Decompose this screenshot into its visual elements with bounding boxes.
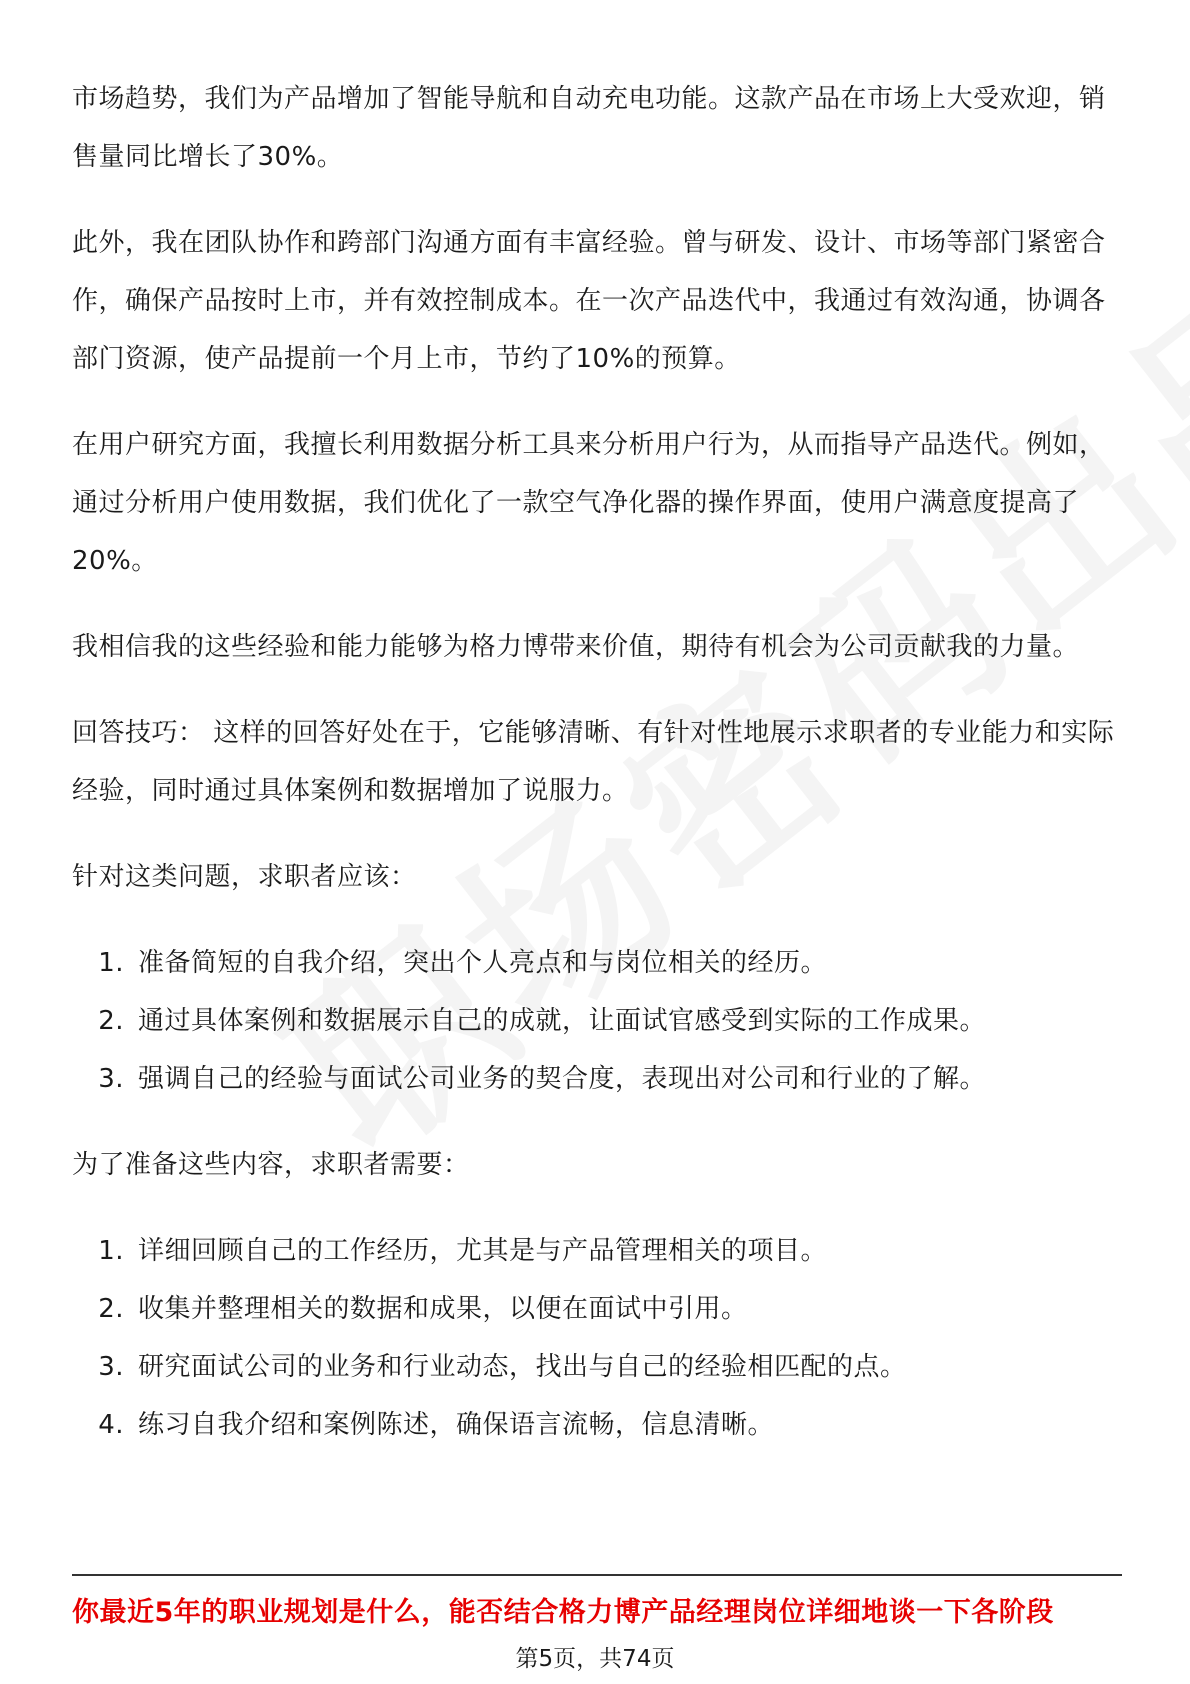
list-item-number: 1. [98, 1236, 124, 1266]
list-item [72, 1280, 1122, 1338]
page-number: 第5页，共74页 [515, 1646, 675, 1672]
list-item [72, 934, 1122, 992]
paragraph-closing: 我相信我的这些经验和能力能够为格力博带来价值，期待有机会为公司贡献我的力量。 [72, 632, 1080, 662]
list-item-number: 2. [98, 1294, 124, 1324]
list-item-text: 练习自我介绍和案例陈述，确保语言流畅，信息清晰。 [138, 1410, 775, 1440]
list-item-text: 研究面试公司的业务和行业动态，找出与自己的经验相匹配的点。 [138, 1352, 907, 1382]
paragraph-user-research: 在用户研究方面，我擅长利用数据分析工具来分析用户行为，从而指导产品迭代。例如，通过分析用户使用数据，我们优化了一款空气净化器的操作界面，使用户满意度提高了20%。 [72, 430, 1106, 576]
paragraph-market-trend: 市场趋势，我们为产品增加了智能导航和自动充电功能。这款产品在市场上大受欢迎，销售量同比增长了30%。 [72, 84, 1106, 172]
list-item-text: 通过具体案例和数据展示自己的成就，让面试官感受到实际的工作成果。 [138, 1006, 987, 1036]
list-item [72, 1222, 1122, 1280]
prepare-list [72, 1222, 1122, 1454]
paragraph-teamwork: 此外，我在团队协作和跨部门沟通方面有丰富经验。曾与研发、设计、市场等部门紧密合作，确保产品按时上市，并有效控制成本。在一次产品迭代中，我通过有效沟通，协调各部门资源，使产品提前一个月上市，节约了10%的预算。 [72, 228, 1106, 374]
next-question-heading: 你最近5年的职业规划是什么，能否结合格力博产品经理岗位详细地谈一下各阶段 [72, 1597, 1054, 1628]
section-heading-should: 针对这类问题，求职者应该： [72, 862, 417, 892]
list-item-text: 强调自己的经验与面试公司业务的契合度，表现出对公司和行业的了解。 [138, 1064, 987, 1094]
list-item [72, 1050, 1122, 1108]
list-item [72, 1338, 1122, 1396]
list-item [72, 992, 1122, 1050]
list-item-text: 收集并整理相关的数据和成果，以便在面试中引用。 [138, 1294, 748, 1324]
list-item-number: 4. [98, 1410, 124, 1440]
page-content [72, 70, 1122, 1482]
should-list [72, 934, 1122, 1108]
paragraph-answer-tips: 回答技巧： 这样的回答好处在于，它能够清晰、有针对性地展示求职者的专业能力和实际经验，同时通过具体案例和数据增加了说服力。 [72, 718, 1115, 806]
section-heading-prepare: 为了准备这些内容，求职者需要： [72, 1150, 470, 1180]
list-item-number: 3. [98, 1352, 124, 1382]
footer-divider [72, 1574, 1122, 1576]
list-item-number: 2. [98, 1006, 124, 1036]
list-item-number: 1. [98, 948, 124, 978]
list-item-text: 准备简短的自我介绍，突出个人亮点和与岗位相关的经历。 [138, 948, 828, 978]
list-item [72, 1396, 1122, 1454]
list-item-text: 详细回顾自己的工作经历，尤其是与产品管理相关的项目。 [138, 1236, 828, 1266]
list-item-number: 3. [98, 1064, 124, 1094]
